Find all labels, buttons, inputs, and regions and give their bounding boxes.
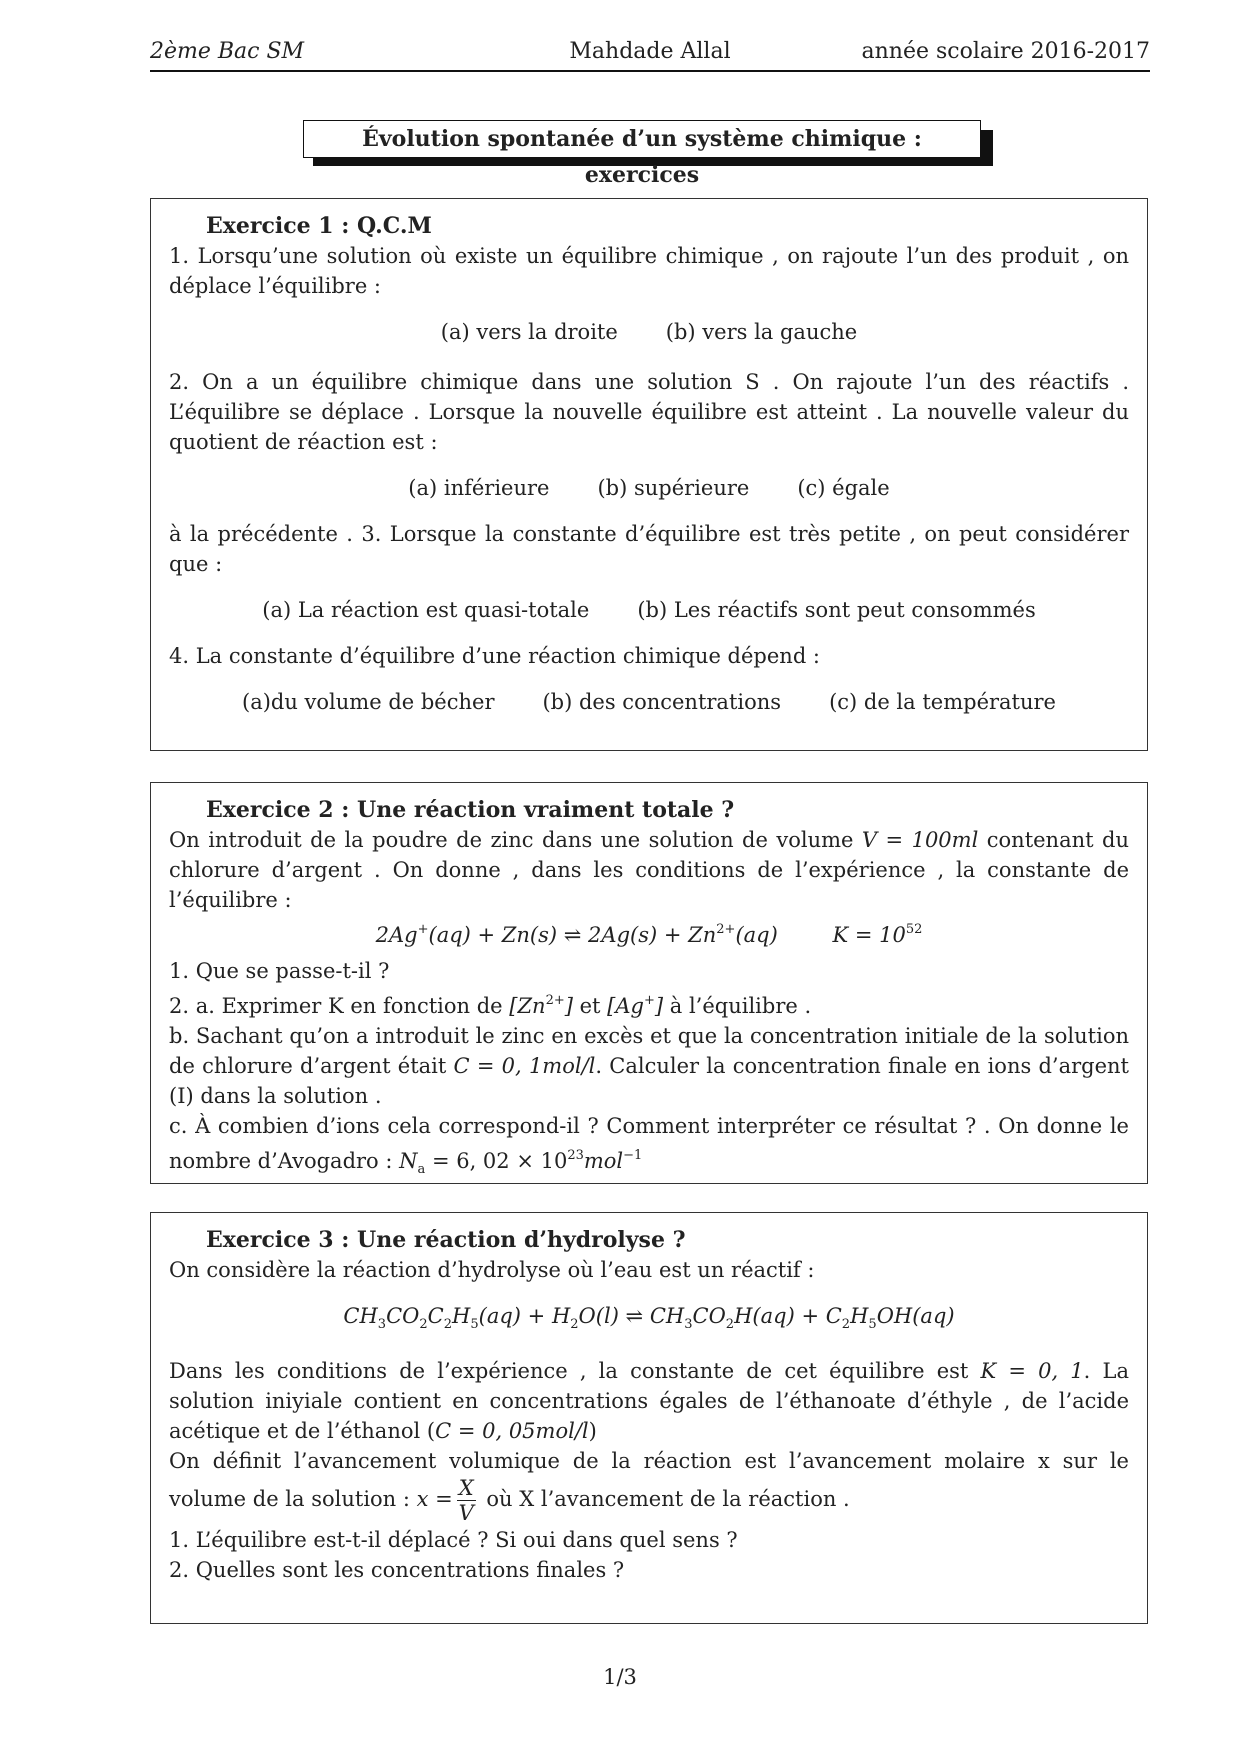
ex3-question-2: 2. Quelles sont les concentrations finales ?	[169, 1558, 625, 1582]
exercise-1-box	[150, 198, 1148, 751]
math-x: x =	[416, 1487, 453, 1511]
math-value: = 6, 02 × 10	[425, 1149, 568, 1173]
fraction-numerator: X	[458, 1476, 474, 1500]
math-unit: mol	[583, 1149, 624, 1173]
exercise-1-title: Exercice 1 : Q.C.M	[206, 213, 432, 239]
text: b. Sachant qu’on a introduit le zinc en excès et que la concentration initiale de la solution de chlorure d’argent était	[169, 1024, 1129, 1078]
text: c. À combien d’ions cela correspond-il ? Comment interpréter ce résultat ? . On donne le nombre d’Avogadro :	[169, 1114, 1129, 1173]
page-title-box	[303, 120, 993, 188]
choice: (b) supérieure	[597, 476, 750, 500]
header-class: 2ème Bac SM	[150, 39, 305, 64]
ex3-equation: $CH_3CO_2C_2H_5(aq) + H_2O(l)$ ⇌ $CH_3CO_2H(aq) + C_2H_5OH(aq)$	[343, 1304, 955, 1332]
ex3-paragraph-2	[169, 1446, 1129, 1525]
text: . La solution iniyiale contient en concentrations égales de l’éthanoate d’éthyle , de l’acide acétique et de l’éthanol (	[169, 1359, 1129, 1443]
text: et	[572, 994, 608, 1018]
math-k: K = 0, 1	[980, 1359, 1084, 1383]
exercise-2-title: Exercice 2 : Une réaction vraiment totale ?	[206, 797, 735, 823]
choice: (c) de la température	[829, 690, 1056, 714]
page-title: Évolution spontanée d’un système chimique : exercices	[303, 120, 981, 158]
ex1-q2-choices	[169, 473, 1129, 503]
ex2-question-1: 1. Que se passe-t-il ?	[169, 959, 390, 983]
exercise-2-box	[150, 782, 1148, 1184]
choice: (b) Les réactifs sont peut consommés	[637, 598, 1036, 622]
math-exp: 23	[567, 1148, 584, 1163]
page-number: 1/3	[603, 1665, 637, 1689]
header-year: année scolaire 2016-2017	[861, 39, 1150, 64]
ex1-q4-choices	[169, 687, 1129, 717]
ex1-question-3: à la précédente . 3. Lorsque la constante d’équilibre est très petite , on peut considérer que :	[169, 522, 1129, 576]
math-avogadro: N	[399, 1149, 418, 1173]
math-unit-exp: −1	[623, 1148, 643, 1163]
ex1-question-2: 2. On a un équilibre chimique dans une solution S . On rajoute l’un des réactifs . L’équilibre se déplace . Lorsque la nouvelle équilibre est atteint . La nouvelle valeur du quotient de réaction est :	[169, 370, 1129, 454]
choice: (c) égale	[797, 476, 890, 500]
choice: (b) vers la gauche	[665, 320, 858, 344]
exercise-3-box	[150, 1212, 1148, 1624]
ex1-q1-choices	[169, 317, 1129, 347]
ex2-intro	[169, 825, 1129, 915]
choice: (a) vers la droite	[440, 320, 618, 344]
ex2-question-2a: 2. a. Exprimer K en fonction de $[Zn^{2+}]$ et [Ag+] à l’équilibre .	[169, 993, 812, 1018]
ex1-question-1: 1. Lorsqu’une solution où existe un équilibre chimique , on rajoute l’un des produit , on déplace l’équilibre :	[169, 244, 1129, 298]
ex2-question-2c	[169, 1111, 1129, 1185]
text: à l’équilibre .	[663, 994, 812, 1018]
k-exponent: 52	[905, 922, 923, 937]
fraction-denominator: V	[458, 1501, 474, 1525]
text: contenant du chlorure d’argent . On donne , dans les conditions de l’expérience , la constante de l’équilibre :	[169, 828, 1129, 912]
ex2-equation: 2Ag+(aq) + Zn(s) ⇌ $2Ag(s) + Zn^{2+}(aq) K = 10^{52}$	[169, 915, 1129, 950]
choice: (a) inférieure	[408, 476, 550, 500]
ex1-question-4: 4. La constante d’équilibre d’une réaction chimique dépend :	[169, 644, 821, 668]
text: . Calculer la concentration finale en ions d’argent (I) dans la solution .	[169, 1054, 1129, 1108]
ex1-q3-choices	[169, 595, 1129, 625]
ex3-question-1: 1. L’équilibre est-t-il déplacé ? Si oui dans quel sens ?	[169, 1528, 738, 1552]
text: )	[588, 1419, 597, 1443]
text: 2. a. Exprimer K en fonction de	[169, 994, 510, 1018]
equilibrium-constant	[832, 915, 922, 950]
choice: (b) des concentrations	[542, 690, 782, 714]
math-fraction	[457, 1476, 476, 1525]
math-sub: a	[417, 1162, 426, 1177]
ex3-paragraph-1	[169, 1356, 1129, 1446]
ex2-question-2b	[169, 1021, 1129, 1111]
text: Dans les conditions de l’expérience , la constante de cet équilibre est	[169, 1359, 981, 1383]
k-base: K = 10	[832, 923, 906, 947]
choice: (a)du volume de bécher	[242, 690, 495, 714]
text: On définit l’avancement volumique de la réaction est l’avancement molaire x sur le volume de la solution :	[169, 1449, 1129, 1511]
choice: (a) La réaction est quasi-totale	[262, 598, 590, 622]
exercise-3-title: Exercice 3 : Une réaction d’hydrolyse ?	[206, 1227, 686, 1253]
text: où X l’avancement de la réaction .	[479, 1487, 850, 1511]
text: On introduit de la poudre de zinc dans une solution de volume	[169, 828, 862, 852]
math-volume: V = 100ml	[861, 828, 979, 852]
page-header	[150, 36, 1150, 72]
ex3-intro: On considère la réaction d’hydrolyse où l’eau est un réactif :	[169, 1258, 815, 1282]
header-author: Mahdade Allal	[569, 39, 731, 64]
math-concentration: C = 0, 1mol/l	[453, 1054, 596, 1078]
math-concentration: C = 0, 05mol/l	[435, 1419, 589, 1443]
